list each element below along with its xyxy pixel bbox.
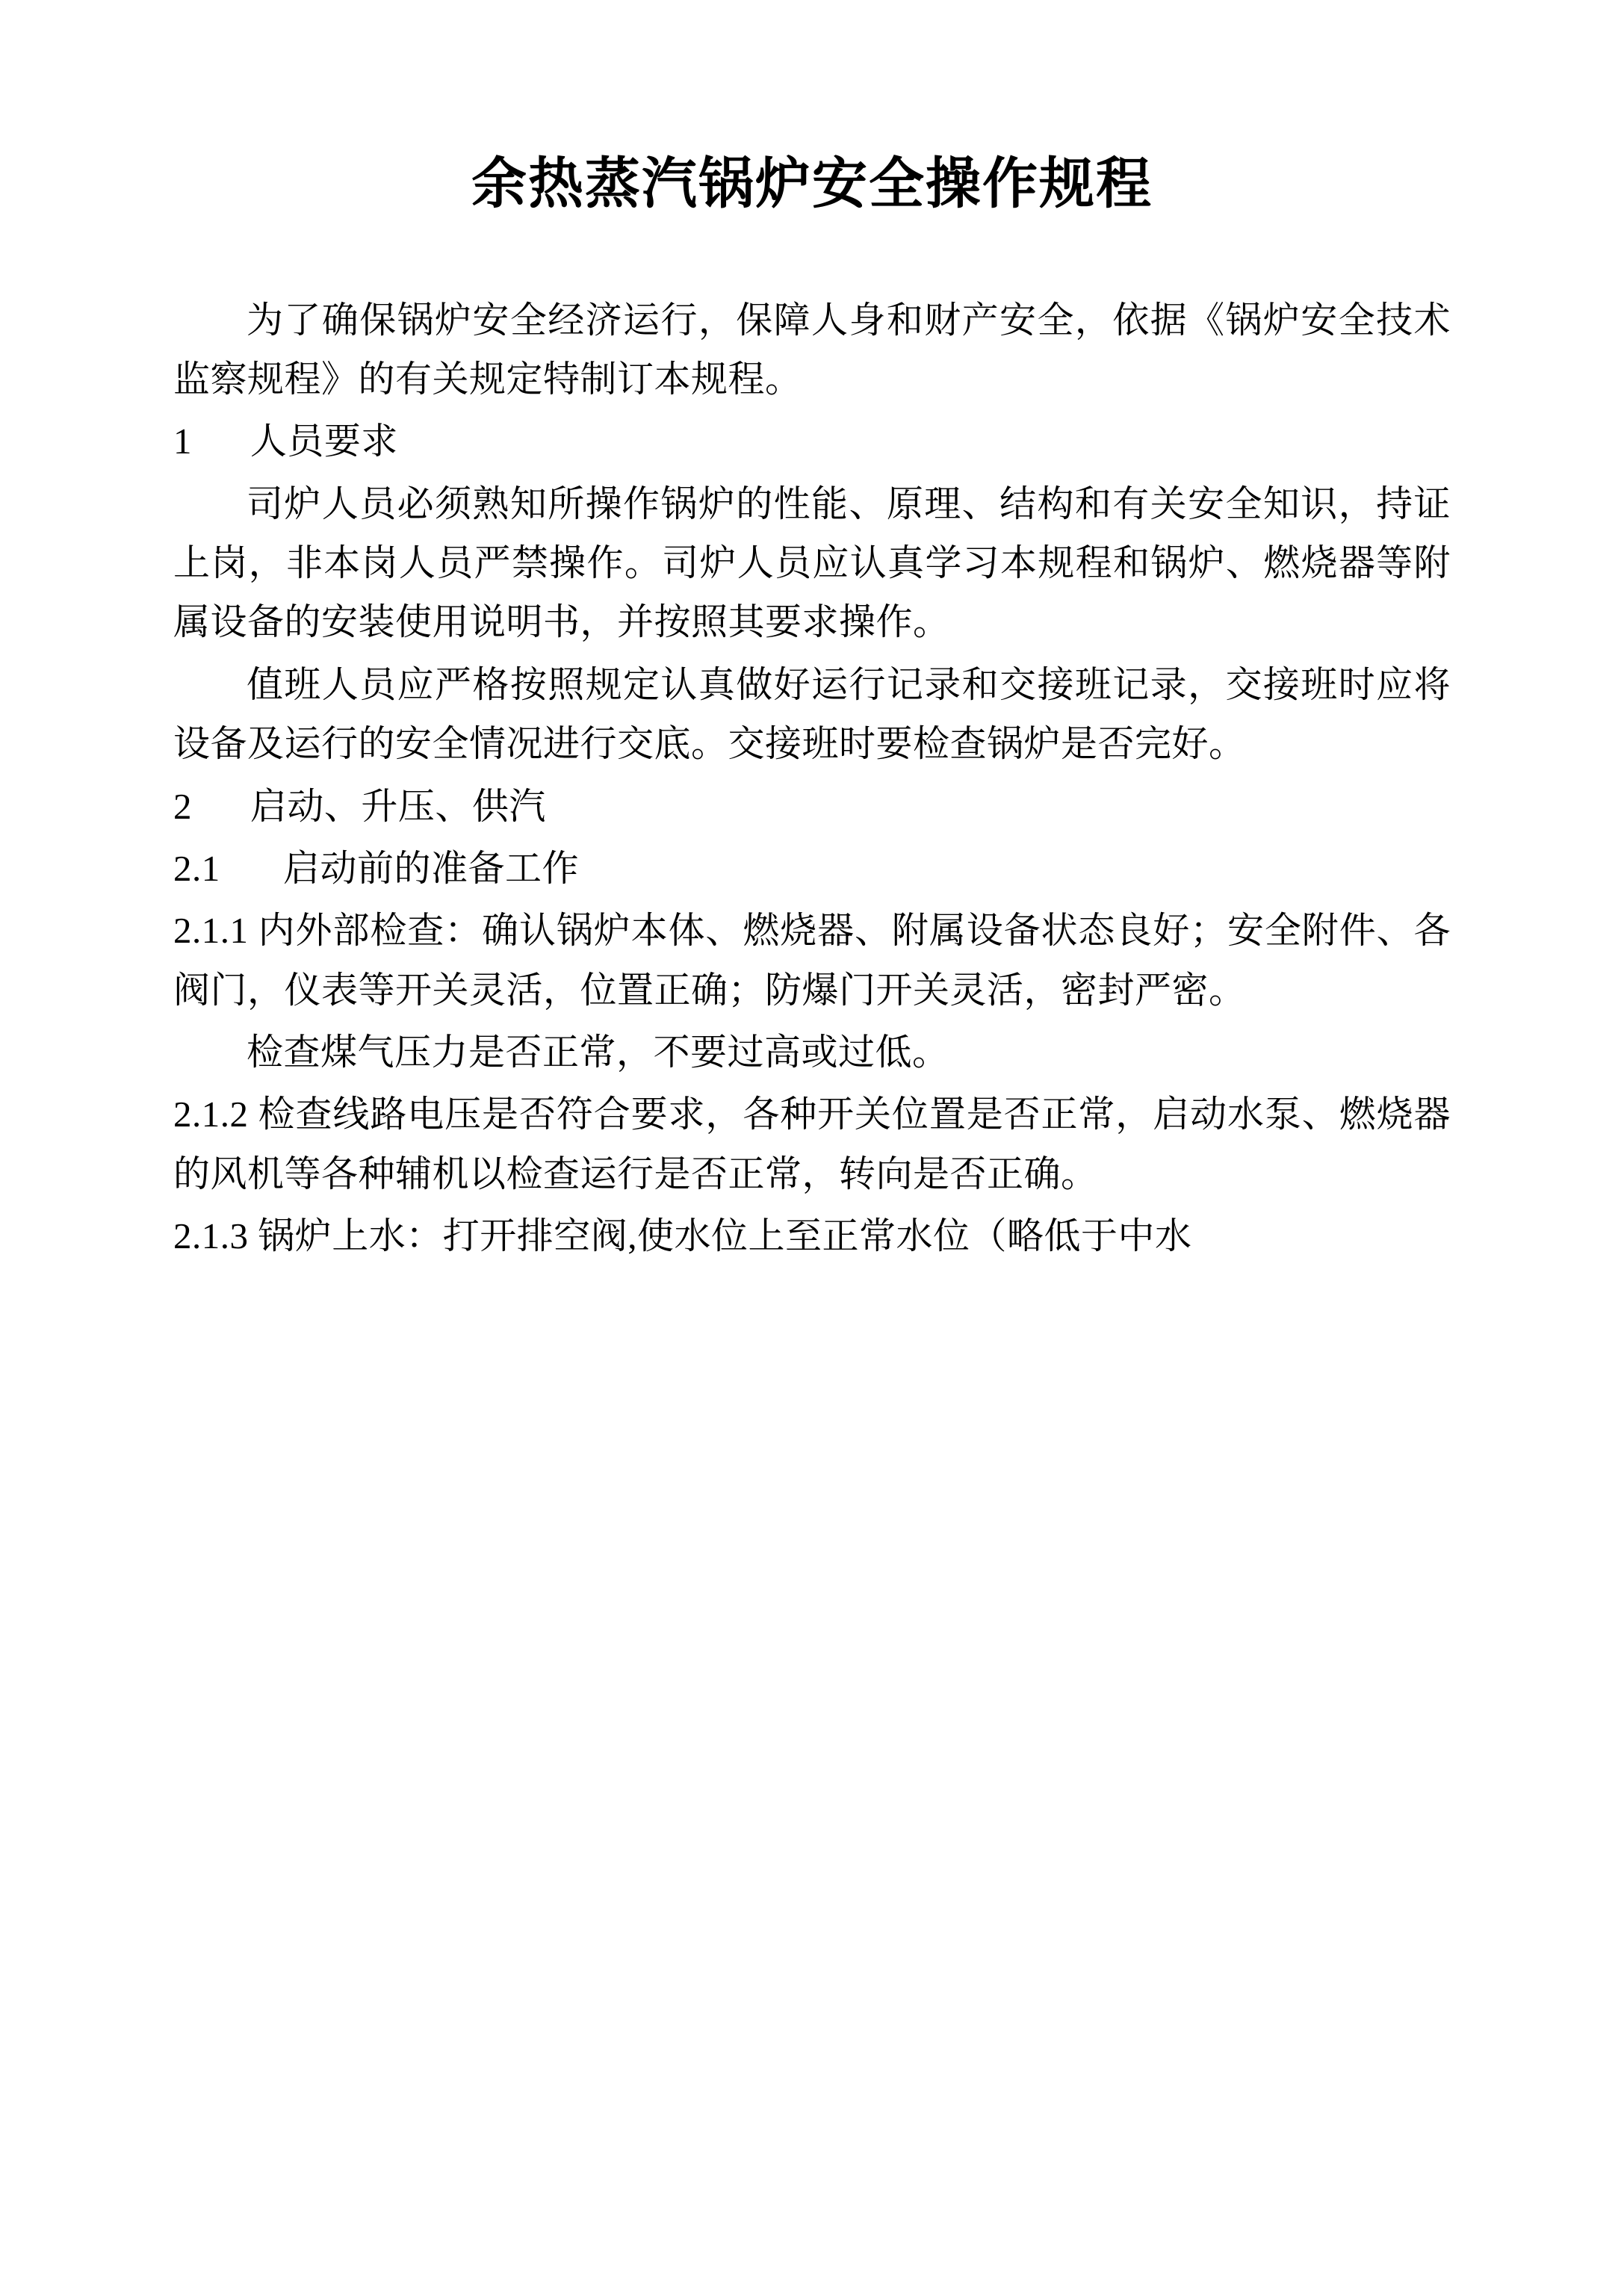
heading-section-1 (173, 412, 1451, 471)
paragraph-2-1-1-note: 检查煤气压力是否正常，不要过高或过低。 (247, 1032, 949, 1073)
heading-number: 2.1 (173, 847, 220, 889)
heading-number: 1 (173, 421, 192, 462)
heading-section-2-1 (173, 839, 1451, 898)
paragraph-2-1-2 (173, 1085, 1451, 1203)
clause-text: 锅炉上水：打开排空阀,使水位上至正常水位（略低于中水 (258, 1215, 1192, 1257)
heading-number: 2 (173, 785, 192, 827)
clause-number: 2.1.2 (173, 1094, 249, 1135)
paragraph-1-2: 值班人员应严格按照规定认真做好运行记录和交接班记录，交接班时应将设备及运行的安全情况进行交底。交接班时要检查锅炉是否完好。 (173, 663, 1451, 765)
heading-text: 人员要求 (250, 421, 398, 462)
clause-number: 2.1.1 (173, 910, 249, 952)
heading-text: 启动前的准备工作 (283, 847, 580, 889)
paragraph-1-1: 司炉人员必须熟知所操作锅炉的性能、原理、结构和有关安全知识，持证上岗，非本岗人员严禁操作。司炉人员应认真学习本规程和锅炉、燃烧器等附属设备的安装使用说明书，并按照其要求操作。 (173, 483, 1451, 643)
clause-text: 检查线路电压是否符合要求，各种开关位置是否正常，启动水泵、燃烧器的风机等各种辅机以检查运行是否正常，转向是否正确。 (173, 1094, 1451, 1194)
paragraph-2-1-1 (173, 901, 1451, 1020)
paragraph-2-1-3 (173, 1206, 1451, 1265)
heading-text: 启动、升压、供汽 (250, 785, 546, 827)
page-title: 余热蒸汽锅炉安全操作规程 (471, 152, 1153, 216)
paragraph-preamble: 为了确保锅炉安全经济运行，保障人身和财产安全，依据《锅炉安全技术监察规程》的有关规定特制订本规程。 (173, 299, 1451, 400)
heading-section-2 (173, 777, 1451, 836)
clause-number: 2.1.3 (173, 1215, 249, 1257)
clause-text: 内外部检查：确认锅炉本体、燃烧器、附属设备状态良好；安全附件、各阀门，仪表等开关灵活，位置正确；防爆门开关灵活，密封严密。 (173, 910, 1451, 1011)
